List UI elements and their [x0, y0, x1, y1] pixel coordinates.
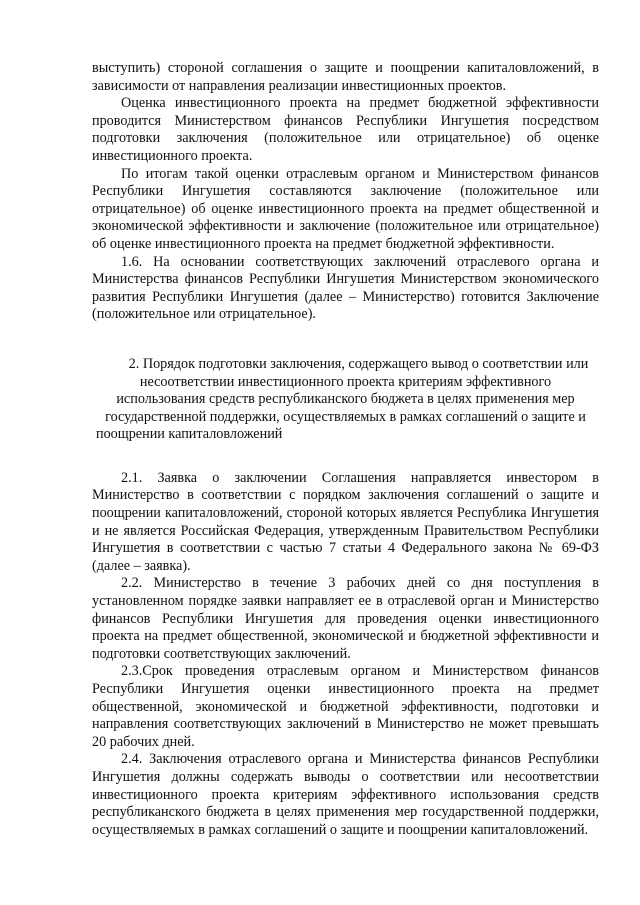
- section-heading-text: 2. Порядок подготовки заключения, содержащего вывод о соответствии или несоответствии инвестиционного проекта критериям эффективного использования средств республиканского бюджета в целях применения мер государственной поддержки, осуществляемых в рамках соглашений о защите и поощрении капиталовложений: [96, 355, 589, 443]
- paragraph-continuation: выступить) стороной соглашения о защите и поощрении капиталовложений, в зависимости от направления реализации инвестиционных проектов.: [92, 60, 599, 94]
- paragraph-budget-evaluation: Оценка инвестиционного проекта на предмет бюджетной эффективности проводится Министерством финансов Республики Ингушетия посредством подготовки заключения (положительное или отрицательное) об оценке инвестиционного проекта.: [92, 95, 599, 164]
- paragraph-2-2: 2.2. Министерство в течение 3 рабочих дней со дня поступления в установленном порядке заявки направляет ее в отраслевой орган и Министерство финансов Республики Ингушетия для проведения оценки инвестиционного проекта на предмет общественной, экономической и бюджетной эффективности и подготовки соответствующих заключений.: [92, 575, 599, 662]
- section-heading-2: [92, 356, 599, 444]
- paragraph-1-6: 1.6. На основании соответствующих заключений отраслевого органа и Министерства финансов Республики Ингушетия Министерством экономического развития Республики Ингушетия (далее – Министерство) готовится Заключение (положительное или отрицательное).: [92, 253, 599, 323]
- paragraph-2-4: 2.4. Заключения отраслевого органа и Министерства финансов Республики Ингушетия должны содержать выводы о соответствии или несоответствии инвестиционного проекта критериям эффективного использования средств республиканского бюджета в целях применения мер государственной поддержки, осуществляемых в рамках соглашений о защите и поощрении капиталовложений.: [92, 751, 599, 838]
- paragraph-2-3: 2.3.Срок проведения отраслевым органом и Министерством финансов Республики Ингушетия оценки инвестиционного проекта на предмет общественной, экономической и бюджетной эффективности, подготовки и направления соответствующих заключений в Министерство не может превышать 20 рабочих дней.: [92, 663, 599, 750]
- paragraph-2-1: 2.1. Заявка о заключении Соглашения направляется инвестором в Министерство в соответствии с порядком заключения соглашений о защите и поощрении капиталовложений, стороной которых является Республика Ингушетия и не является Российская Федерация, утвержденным Правительством Республики Ингушетия в соответствии с частью 7 статьи 4 Федерального закона № 69-ФЗ (далее – заявка).: [92, 469, 599, 574]
- paragraph-evaluation-results: По итогам такой оценки отраслевым органом и Министерством финансов Республики Ингушетия составляются заключение (положительное или отрицательное) об оценке инвестиционного проекта на предмет общественной и экономической эффективности и заключение (положительное или отрицательное) об оценке инвестиционного проекта на предмет бюджетной эффективности.: [92, 165, 599, 252]
